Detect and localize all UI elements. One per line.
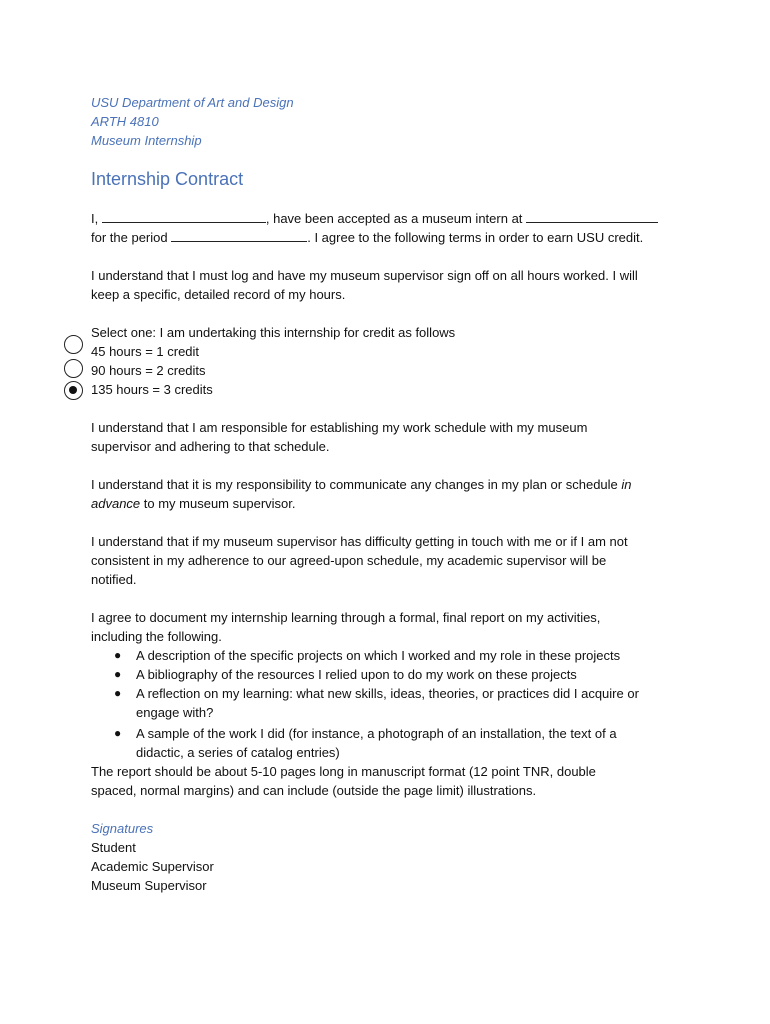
bullet-icon: ● xyxy=(114,648,122,662)
credit-option-label-90: 90 hours = 2 credits xyxy=(91,363,206,378)
report-line1: I agree to document my internship learning through a formal, final report on my activities, xyxy=(91,610,601,625)
intro-paragraph xyxy=(91,209,691,247)
department-heading: USU Department of Art and Design xyxy=(91,95,294,110)
credit-option-label-135: 135 hours = 3 credits xyxy=(91,382,213,397)
museum-name-field[interactable] xyxy=(526,210,658,223)
notify-line1: I understand that if my museum supervisor has difficulty getting in touch with me or if I am not xyxy=(91,534,628,549)
credit-prompt: Select one: I am undertaking this internship for credit as follows xyxy=(91,325,456,340)
report-bullet-item xyxy=(114,665,696,684)
credit-selection xyxy=(91,323,691,399)
notify-line3: notified. xyxy=(91,572,137,587)
credit-radio-90[interactable] xyxy=(64,359,83,378)
radio-selected-dot xyxy=(69,386,77,394)
signature-list xyxy=(91,838,691,895)
communicate-emphasis-in: in xyxy=(621,477,632,492)
bullet-4-line2: didactic, a series of catalog entries) xyxy=(136,745,340,760)
report-bullet-item xyxy=(114,724,696,762)
signature-student[interactable]: Student xyxy=(91,840,136,855)
report-bullet-item xyxy=(114,684,696,722)
bullet-3-line1: A reflection on my learning: what new skills, ideas, theories, or practices did I acquire or xyxy=(136,686,639,701)
credit-option-label-45: 45 hours = 1 credit xyxy=(91,344,200,359)
bullet-4-line1: A sample of the work I did (for instance, a photograph of an installation, the text of a xyxy=(136,726,617,741)
schedule-paragraph xyxy=(91,418,691,456)
report-bullet-item xyxy=(114,646,696,665)
communicate-paragraph xyxy=(91,475,691,513)
schedule-line1: I understand that I am responsible for establishing my work schedule with my museum xyxy=(91,420,588,435)
page-title: Internship Contract xyxy=(91,169,244,189)
intro-agree-text: . I agree to the following terms in order to earn USU credit. xyxy=(307,230,644,245)
course-code: ARTH 4810 xyxy=(91,114,159,129)
communicate-line2: to my museum supervisor. xyxy=(140,496,296,511)
bullet-2-line1: A bibliography of the resources I relied upon to do my work on these projects xyxy=(136,667,577,682)
program-name: Museum Internship xyxy=(91,133,202,148)
bullet-icon: ● xyxy=(114,726,122,740)
notify-line2: consistent in my adherence to our agreed-upon schedule, my academic supervisor will be xyxy=(91,553,607,568)
report-closing-line1: The report should be about 5-10 pages long in manuscript format (12 point TNR, double xyxy=(91,764,596,779)
intro-accepted-text: , have been accepted as a museum intern at xyxy=(265,211,523,226)
intro-prefix: I, xyxy=(91,211,99,226)
bullet-icon: ● xyxy=(114,686,122,700)
log-hours-paragraph xyxy=(91,266,691,304)
period-prefix: for the period xyxy=(91,230,168,245)
signatures-heading: Signatures xyxy=(91,821,154,836)
period-field[interactable] xyxy=(171,229,307,242)
signature-academic-supervisor[interactable]: Academic Supervisor xyxy=(91,859,214,874)
student-name-field[interactable] xyxy=(102,210,266,223)
log-hours-line2: keep a specific, detailed record of my hours. xyxy=(91,287,346,302)
communicate-line1: I understand that it is my responsibility to communicate any changes in my plan or schedule xyxy=(91,477,618,492)
log-hours-line1: I understand that I must log and have my museum supervisor sign off on all hours worked. I will xyxy=(91,268,638,283)
bullet-3-line2: engage with? xyxy=(136,705,214,720)
report-paragraph xyxy=(91,608,691,646)
schedule-line2: supervisor and adhering to that schedule. xyxy=(91,439,330,454)
bullet-icon: ● xyxy=(114,667,122,681)
bullet-1-line1: A description of the specific projects on which I worked and my role in these projects xyxy=(136,648,621,663)
signature-museum-supervisor[interactable]: Museum Supervisor xyxy=(91,878,207,893)
report-closing xyxy=(91,762,691,800)
report-line2: including the following. xyxy=(91,629,222,644)
communicate-emphasis-advance: advance xyxy=(91,496,141,511)
notify-paragraph xyxy=(91,532,691,589)
credit-radio-45[interactable] xyxy=(64,335,83,354)
report-closing-line2: spaced, normal margins) and can include (outside the page limit) illustrations. xyxy=(91,783,537,798)
credit-radio-135[interactable] xyxy=(64,381,83,400)
